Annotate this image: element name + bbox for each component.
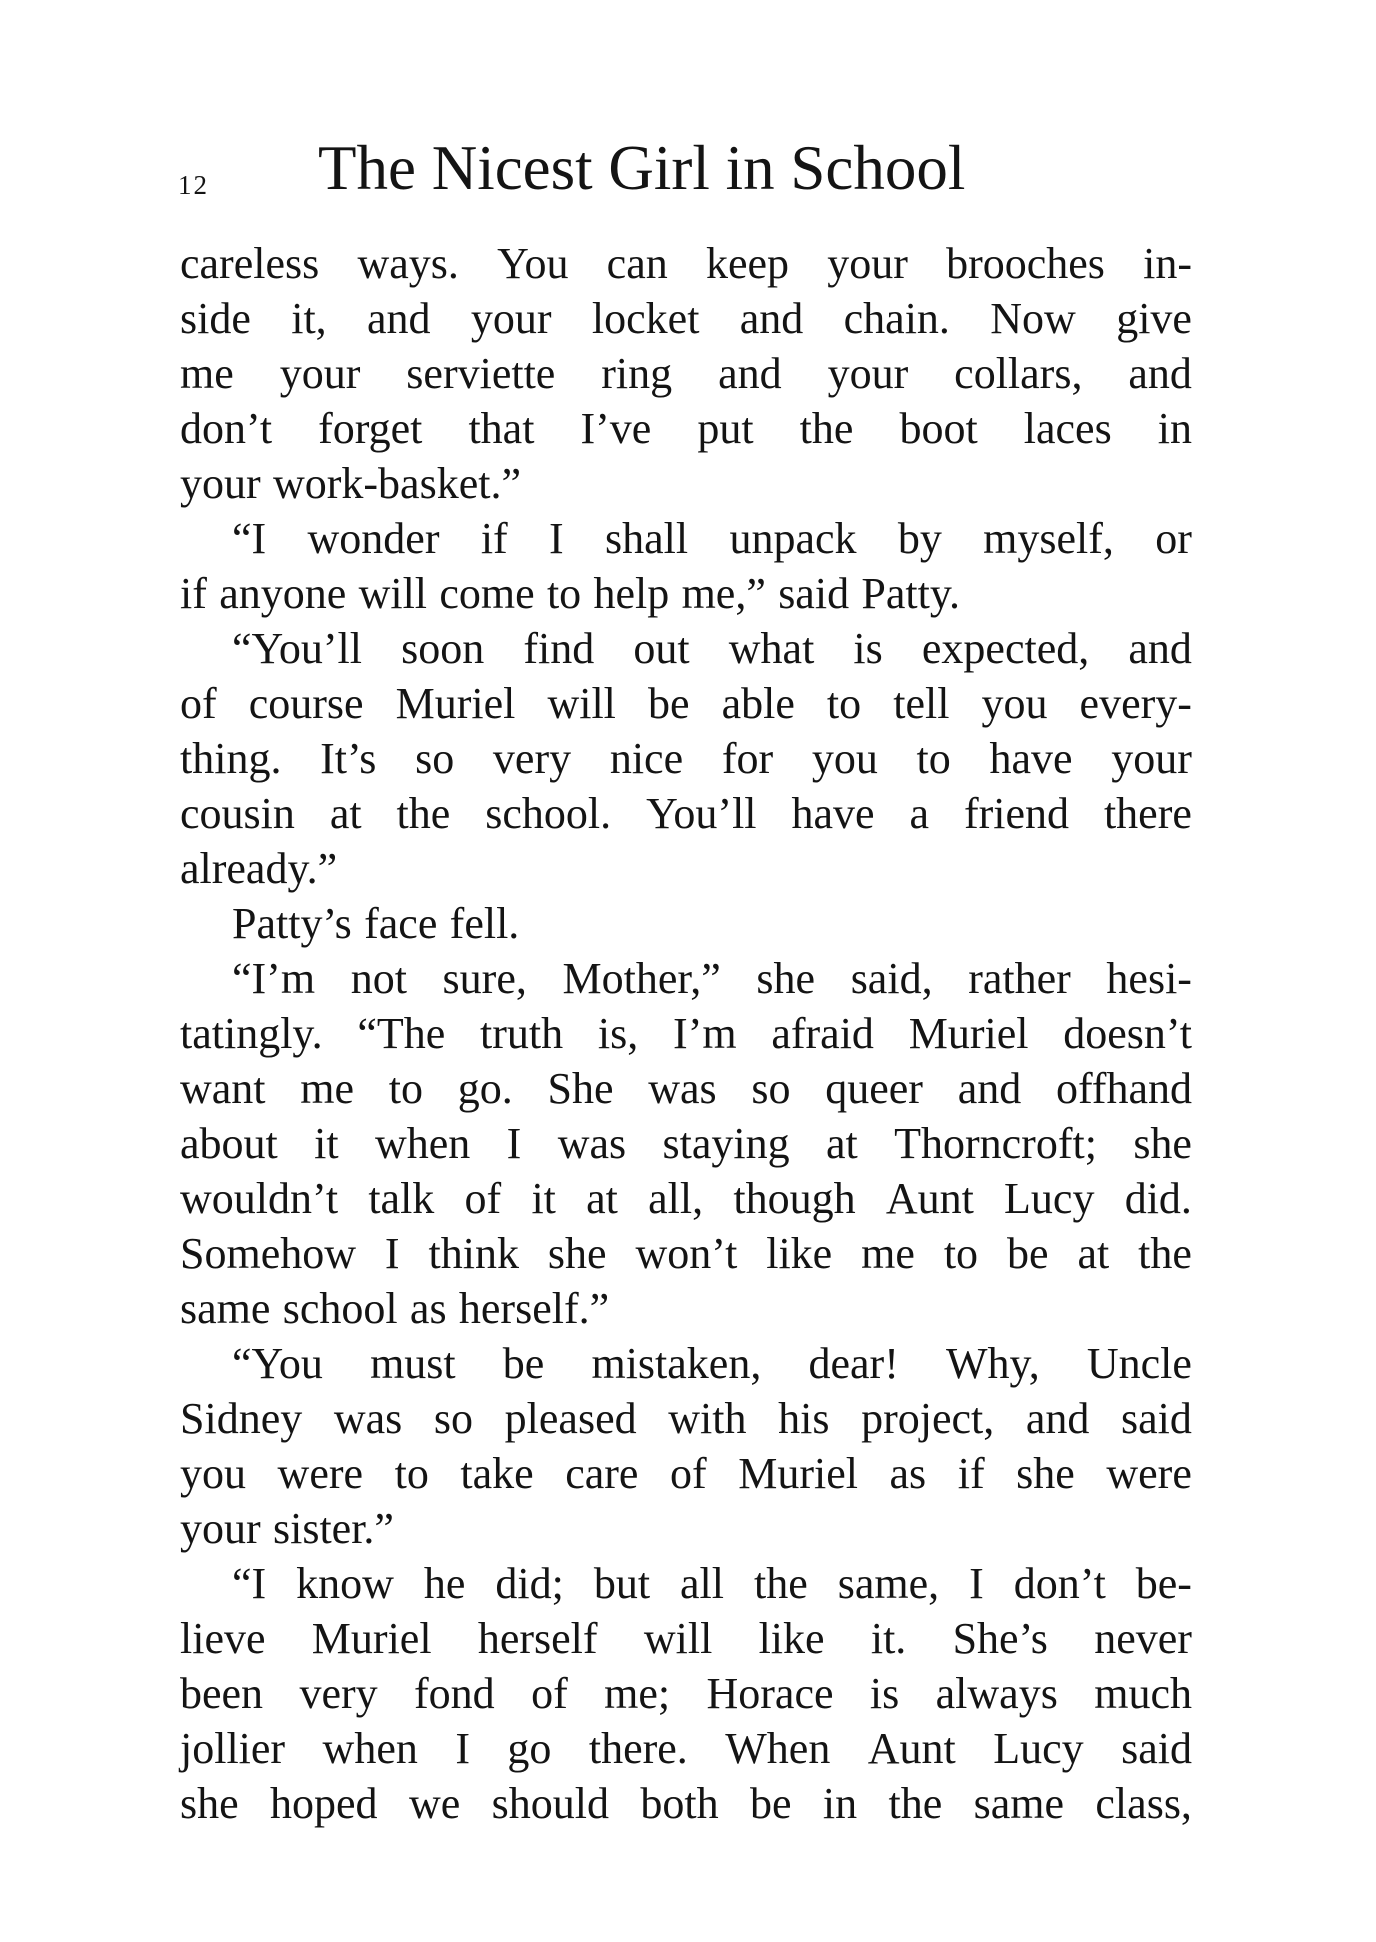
text-line: same school as herself.” [180, 1284, 610, 1333]
text-line: “I wonder if I shall unpack by myself, or [232, 514, 1192, 563]
text-line: thing. It’s so very nice for you to have your [180, 734, 1192, 783]
text-line: already.” [180, 844, 338, 893]
text-line: jollier when I go there. When Aunt Lucy said [180, 1724, 1192, 1773]
text-line: she hoped we should both be in the same class, [180, 1779, 1192, 1828]
page-header [178, 132, 1208, 212]
text-line: Somehow I think she won’t like me to be at the [180, 1229, 1192, 1278]
text-line: of course Muriel will be able to tell you every- [180, 679, 1192, 728]
text-line: “You’ll soon find out what is expected, and [232, 624, 1192, 673]
text-line: lieve Muriel herself will like it. She’s never [180, 1614, 1192, 1663]
running-title: The Nicest Girl in School [318, 133, 966, 203]
text-line: me your serviette ring and your collars, and [180, 349, 1192, 398]
body-text [180, 236, 1192, 1831]
text-line: Patty’s face fell. [232, 899, 520, 948]
text-line: wouldn’t talk of it at all, though Aunt Lucy did. [180, 1174, 1192, 1223]
text-line: you were to take care of Muriel as if she were [180, 1449, 1192, 1498]
text-line: careless ways. You can keep your brooches in- [180, 239, 1192, 288]
text-line: “You must be mistaken, dear! Why, Uncle [232, 1339, 1192, 1388]
text-line: your work-basket.” [180, 459, 521, 508]
text-line: been very fond of me; Horace is always much [180, 1669, 1192, 1718]
text-line: tatingly. “The truth is, I’m afraid Muriel doesn’t [180, 1009, 1192, 1058]
text-line: if anyone will come to help me,” said Patty. [180, 569, 960, 618]
text-line: Sidney was so pleased with his project, and said [180, 1394, 1192, 1443]
text-line: “I know he did; but all the same, I don’t be- [232, 1559, 1192, 1608]
text-line: about it when I was staying at Thorncroft; she [180, 1119, 1192, 1168]
text-line: side it, and your locket and chain. Now give [180, 294, 1192, 343]
text-line: want me to go. She was so queer and offhand [180, 1064, 1192, 1113]
text-line: cousin at the school. You’ll have a friend there [180, 789, 1192, 838]
text-line: don’t forget that I’ve put the boot laces in [180, 404, 1192, 453]
page-number: 12 [178, 170, 209, 200]
text-line: your sister.” [180, 1504, 394, 1553]
text-line: “I’m not sure, Mother,” she said, rather hesi- [232, 954, 1192, 1003]
